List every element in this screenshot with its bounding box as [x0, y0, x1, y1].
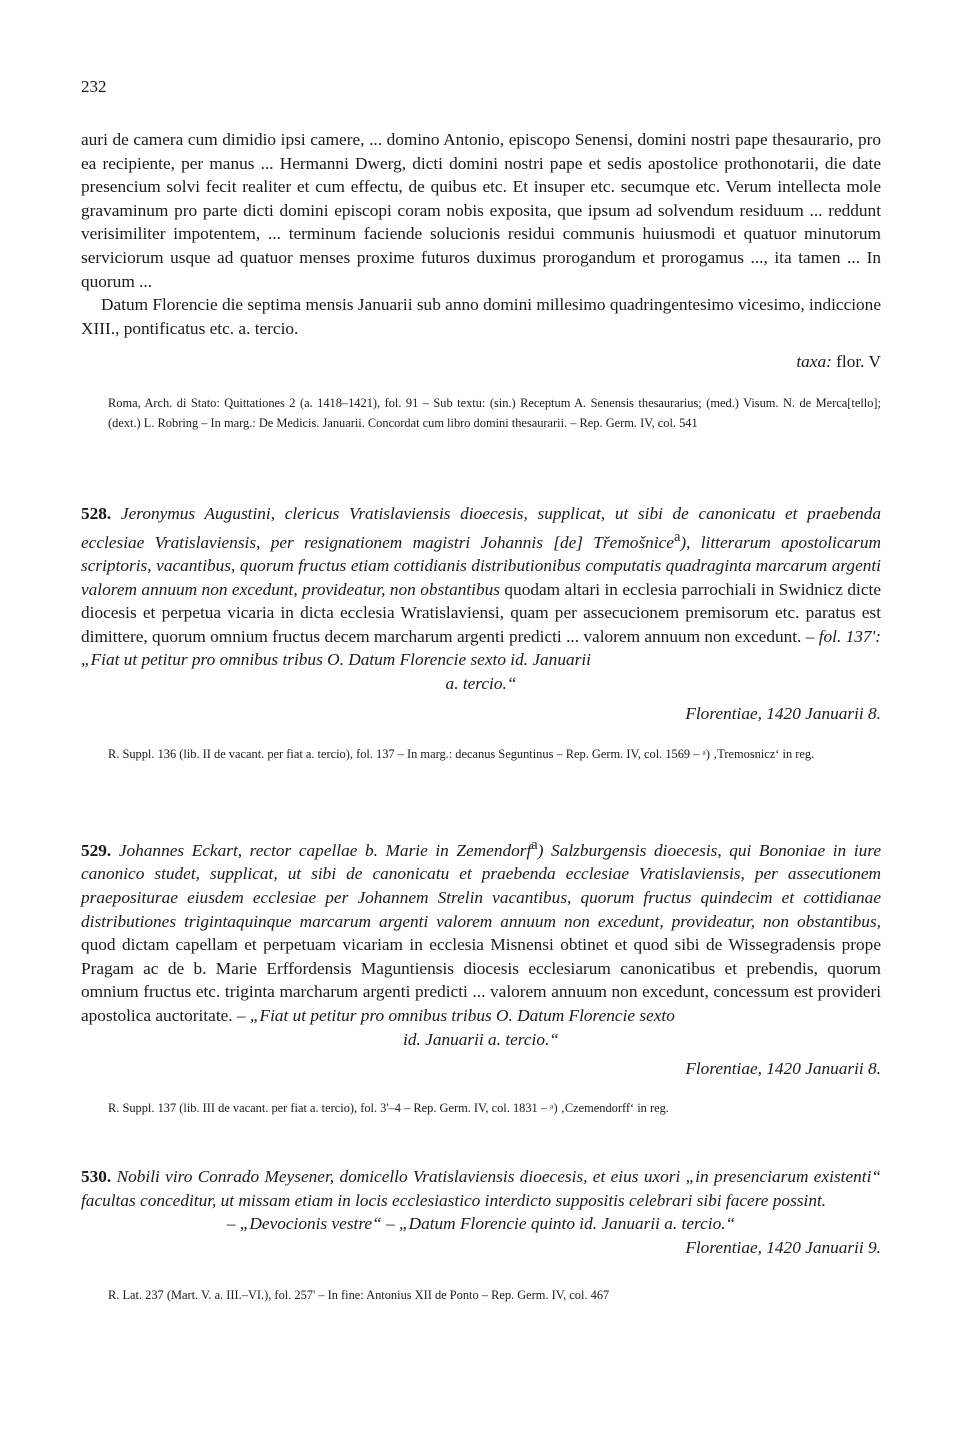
entry-text: quod dictam capellam et perpetuam vicariam in ecclesia Misnensi obtinet et quod sibi de Wissegradensis prope Pragam ac de b. Marie Erffordensis Maguntiensis diocesis ecclesiarum canonicatibus et prebendis, quorum omnium fructus etc. triginta marcharum argenti predicti ... valorem annuum non excedunt, concessum est provideri apostolica auctoritate. –: [81, 935, 881, 1025]
entry-528-source: R. Suppl. 136 (lib. II de vacant. per fiat a. tercio), fol. 137 – In marg.: decanus Seguntinus – Rep. Germ. IV, col. 1569 – ᵃ) ‚Tremosnicz‘ in reg.: [108, 747, 815, 761]
note-mark: a: [531, 837, 538, 853]
entry-530-body: [81, 1165, 881, 1212]
entry-fiat-line2: id. Januarii a. tercio.“: [403, 1029, 559, 1049]
entry-regest: Nobili viro Conrado Meysener, domicello Vratislaviensis dioecesis, et eius uxori „in presenciarum existenti“ facultas conceditur, ut missam etiam in locis ecclesiastico interdicto suppositis celebrari sibi facere possint.: [81, 1167, 881, 1210]
entry-place-date: Florentiae, 1420 Januarii 8.: [685, 703, 881, 723]
entry-fiat-line2: a. tercio.“: [445, 673, 517, 693]
entry-529: [81, 834, 881, 1081]
entry-regest-cont: ), litterarum apostolicarum scriptoris, vacantibus, quorum fructus etiam cottidianis distributionibus computatis quadraginta marcarum argenti valorem annuum non excedunt, provideatur, non obstantibus: [81, 532, 881, 599]
entry-place-date: Florentiae, 1420 Januarii 8.: [685, 1059, 881, 1079]
entry-fiat: fol. 137': „Fiat ut petitur pro omnibus tribus O. Datum Florencie sexto id. Januarii: [81, 626, 881, 670]
taxa-value: flor. V: [831, 352, 881, 372]
continuation-document: [81, 128, 881, 374]
entry-regest-cont: ) Salzburgensis dioecesis, qui Bononiae in iure canonico studet, supplicat, ut sibi de canonicatu et praebenda ecclesiae Vratislaviensis, per assecutionem praepositurae eiusdem ecclesiae per Johannem Strelin vacantibus, quorum fructus quindecim et cottidianae distributiones trigintaquinque marcarum argenti valorem annuum non excedunt, provideatur, non obstantibus,: [81, 840, 881, 931]
entry-fiat: „Fiat ut petitur pro omnibus tribus O. Datum Florencie sexto: [249, 1005, 675, 1025]
continuation-body: auri de camera cum dimidio ipsi camere, ... domino Antonio, episcopo Senensi, domini nostri pape thesaurario, pro ea recipiente, per manus ... Hermanni Dwerg, dicti domini nostri pape et sedis apostolice prothonotarii, die date presencium solvi fecit realiter et cum effectu, de quibus etc. Et insuper etc. secumque etc. Verum intellecta mole gravaminum pro parte dicti domini episcopi coram nobis exposita, que ipsum ad solvendum residuum ... reddunt verisimiliter impotentem, ... terminum faciende solucionis residui communis huiusmodi et quatuor minutorum serviciorum usque ad quatuor menses proxime futuros duximus prorogandum et prorogamus ..., ita tamen ... In quorum ...: [81, 130, 881, 291]
entry-number: 529.: [81, 840, 112, 860]
page-number: 232: [81, 77, 107, 96]
continuation-datum: Datum Florencie die septima mensis Januarii sub anno domini millesimo quadringentesimo vicesimo, indiccione XIII., pontificatus etc. a. tercio.: [81, 295, 881, 338]
taxa-line: [81, 350, 881, 374]
entry-529-source: R. Suppl. 137 (lib. III de vacant. per fiat a. tercio), fol. 3'–4 – Rep. Germ. IV, col. 1831 – ᵃ) ‚Czemendorff‘ in reg.: [108, 1101, 669, 1115]
entry-528-body: [81, 502, 881, 672]
entry-fiat-line: – „Devocionis vestre“ – „Datum Florencie quinto id. Januarii a. tercio.“: [226, 1214, 736, 1234]
entry-528: [81, 502, 881, 725]
entry-number: 530.: [81, 1167, 112, 1186]
entry-text: quodam altari in ecclesia parrochiali in Swidnicz dicte diocesis et perpetua vicaria in dicta ecclesia Wratislaviensi, quam per assecucionem premisorum etc. paratus est dimittere, quorum omnium fructus decem marcharum argenti predicti ... valorem annuum non excedunt. –: [81, 579, 882, 646]
note-mark: a: [673, 528, 681, 545]
entry-regest: Johannes Eckart, rector capellae b. Marie in Zemendorf: [118, 840, 532, 860]
entry-529-body: [81, 834, 881, 1028]
taxa-label: taxa:: [796, 352, 832, 372]
entry-530: [81, 1165, 881, 1259]
entry-number: 528.: [81, 504, 112, 523]
continuation-source: Roma, Arch. di Stato: Quittationes 2 (a. 1418–1421), fol. 91 – Sub textu: (sin.) Receptum A. Senensis thesaurarius; (med.) Visum. N. de Merca[tello]; (dext.) L. Robring – In marg.: De Medicis. Januarii. Concordat cum libro domini thesaurarii. – Rep. Germ. IV, col. 541: [108, 396, 881, 430]
entry-place-date: Florentiae, 1420 Januarii 9.: [685, 1237, 881, 1257]
entry-regest: Jeronymus Augustini, clericus Vratislaviensis dioecesis, supplicat, ut sibi de canonicatu et praebenda ecclesiae Vratislaviensis, per resignationem magistri Johannis [de] Třemošnice: [81, 504, 881, 552]
entry-530-source: R. Lat. 237 (Mart. V. a. III.–VI.), fol. 257' – In fine: Antonius XII de Ponto – Rep. Germ. IV, col. 467: [108, 1288, 610, 1302]
